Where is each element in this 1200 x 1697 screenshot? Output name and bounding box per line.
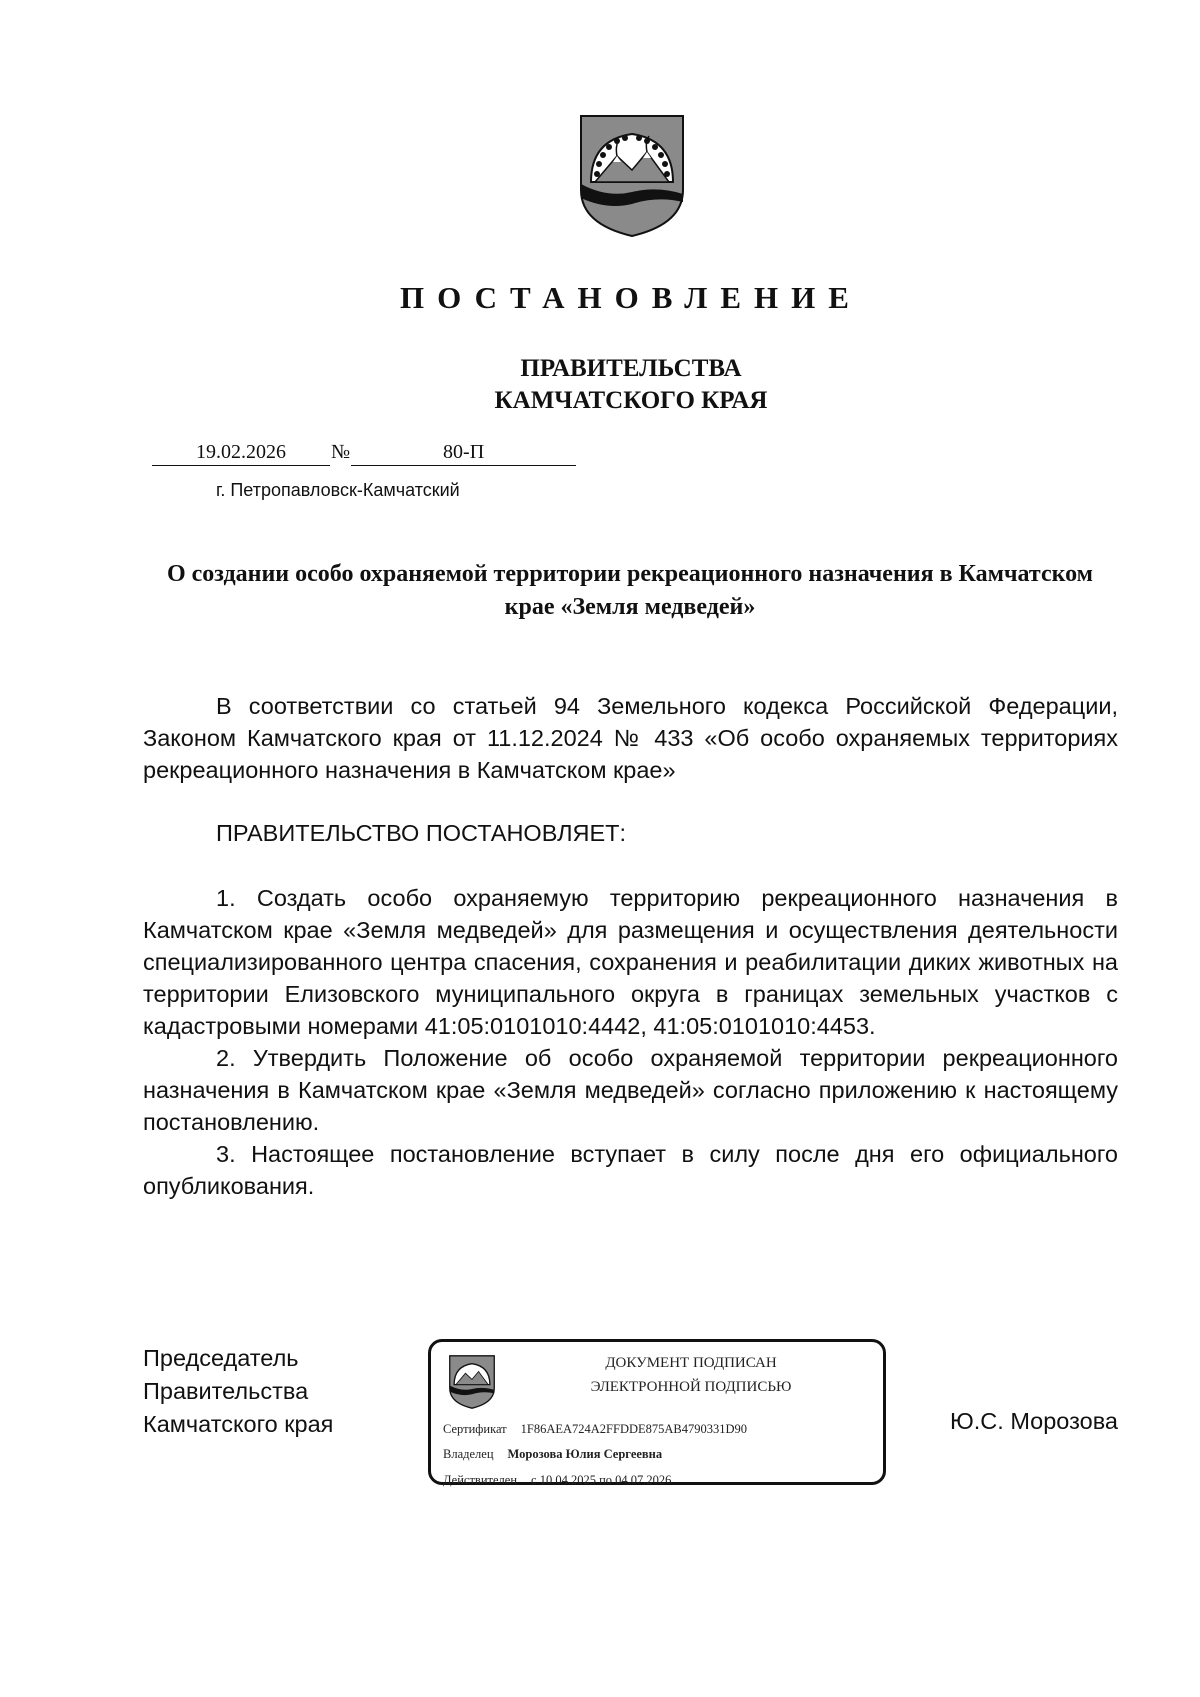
signer-role-line: Правительства bbox=[143, 1378, 309, 1404]
signer-name: Ю.С. Морозова bbox=[950, 1408, 1118, 1434]
owner-label: Владелец bbox=[443, 1447, 494, 1461]
preamble-paragraph: В соответствии со статьей 94 Земельного кодекса Российской Федерации, Законом Камчатского края от 11.12.2024 № 433 «Об особо охраняемых территориях рекреационного назначения в Камчатском крае» bbox=[143, 693, 1118, 783]
stamp-title-line-2: ЭЛЕКТРОННОЙ ПОДПИСЬЮ bbox=[590, 1379, 792, 1395]
decree-item: 3. Настоящее постановление вступает в силу после дня его официального опубликования. bbox=[143, 1141, 1118, 1199]
document-type: ПОСТАНОВЛЕНИЕ bbox=[400, 280, 862, 315]
decree-item: 1. Создать особо охраняемую территорию рекреационного назначения в Камчатском крае «Земля медведей» для размещения и осуществления деятельности специализированного центра спасения, сохранения и реабилитации диких животных на территории Елизовского муниципального округа в границах земельных участков с кадастровыми номерами 41:05:0101010:4442, 41:05:0101010:4453. bbox=[143, 885, 1118, 1039]
authority-line-1: ПРАВИТЕЛЬСТВА bbox=[520, 355, 742, 382]
certificate-value: 1F86AEA724A2FFDDE875AB4790331D90 bbox=[520, 1422, 748, 1436]
signer-role-line: Председатель bbox=[143, 1345, 299, 1371]
authority-line-2: КАМЧАТСКОГО КРАЯ bbox=[494, 387, 768, 414]
city: г. Петропавловск-Камчатский bbox=[216, 480, 460, 500]
valid-from: 10.04.2025 bbox=[539, 1473, 596, 1487]
registration-number: 80-П bbox=[351, 440, 576, 466]
document-subject: О создании особо охраняемой территории рекреационного назначения в Камчатском крае «Земля медведей» bbox=[166, 561, 1094, 620]
signer-role-line: Камчатского края bbox=[143, 1411, 334, 1437]
decree-item: 2. Утвердить Положение об особо охраняемой территории рекреационного назначения в Камчатском крае «Земля медведей» согласно приложению к настоящему постановлению. bbox=[143, 1045, 1118, 1135]
registration-date: 19.02.2026 bbox=[152, 440, 330, 466]
validity-label: Действителен bbox=[443, 1473, 518, 1487]
owner-value: Морозова Юлия Сергеевна bbox=[507, 1447, 663, 1461]
number-label: № bbox=[331, 441, 351, 463]
stamp-validity-row bbox=[443, 1473, 671, 1488]
decree-items bbox=[143, 882, 1118, 1202]
registration-line bbox=[152, 440, 576, 466]
electronic-signature-stamp bbox=[428, 1339, 886, 1485]
stamp-title-line-1: ДОКУМЕНТ ПОДПИСАН bbox=[605, 1355, 777, 1371]
certificate-label: Сертификат bbox=[443, 1422, 507, 1436]
stamp-certificate-row bbox=[443, 1422, 747, 1437]
valid-to: 04.07.2026 bbox=[615, 1473, 672, 1487]
coat-of-arms-icon bbox=[577, 112, 687, 240]
stamp-owner-row bbox=[443, 1447, 662, 1462]
valid-from-label: с bbox=[531, 1473, 537, 1487]
valid-to-label: по bbox=[599, 1473, 613, 1487]
signer-role bbox=[143, 1342, 333, 1441]
resolves-heading: ПРАВИТЕЛЬСТВО ПОСТАНОВЛЯЕТ: bbox=[216, 820, 627, 846]
coat-of-arms-icon bbox=[448, 1354, 496, 1410]
